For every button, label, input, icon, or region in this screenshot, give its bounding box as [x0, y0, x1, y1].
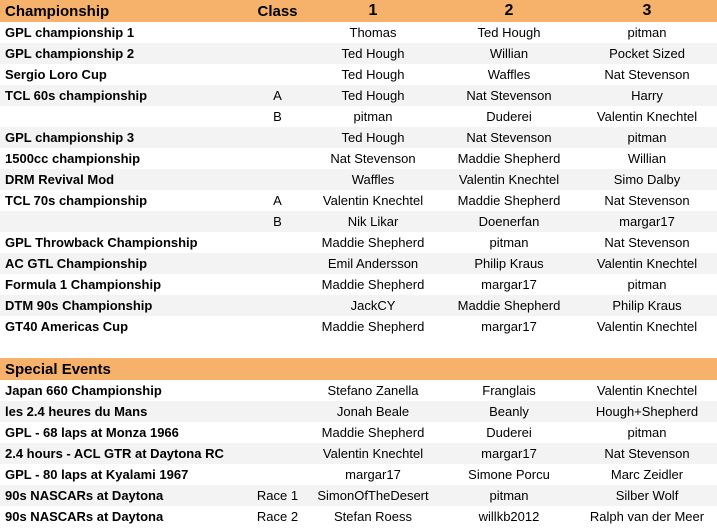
first-place-cell: Nik Likar: [305, 211, 441, 232]
class-cell: [250, 232, 305, 253]
table-row: [0, 253, 717, 274]
first-place-cell: pitman: [353, 109, 393, 124]
class-cell: [250, 464, 305, 485]
first-place-cell: Valentin Knechtel: [305, 443, 441, 464]
third-place-cell: Willian: [627, 151, 667, 166]
class-cell: [250, 316, 305, 337]
table-row: [0, 380, 717, 401]
first-place-cell: Maddie Shepherd: [321, 425, 425, 440]
first-place-cell: Ted Hough: [305, 43, 441, 64]
spacer-row: [0, 337, 717, 358]
first-place-cell: SimonOfTheDesert: [305, 485, 441, 506]
third-place-cell: Nat Stevenson: [604, 235, 690, 250]
event-name-cell: [0, 106, 250, 127]
second-place-cell: Maddie Shepherd: [457, 151, 561, 166]
event-name-cell: 2.4 hours - ACL GTR at Daytona RC: [0, 443, 250, 464]
first-place-cell: JackCY: [305, 295, 441, 316]
first-place-cell: Maddie Shepherd: [321, 319, 425, 334]
table-row: [0, 85, 717, 106]
second-place-cell: Valentin Knechtel: [441, 169, 577, 190]
first-place-cell: Ted Hough: [305, 127, 441, 148]
championship-header-row: [0, 0, 717, 22]
first-place-cell: margar17: [345, 467, 401, 482]
table-row: [0, 106, 717, 127]
event-name-cell: TCL 70s championship: [5, 193, 148, 208]
class-cell: [250, 401, 305, 422]
second-place-cell: Beanly: [441, 401, 577, 422]
table-row: [0, 127, 717, 148]
table-row: [0, 43, 717, 64]
third-place-cell: Nat Stevenson: [604, 67, 690, 82]
table-row: [0, 443, 717, 464]
class-cell: Race 1: [250, 485, 305, 506]
third-place-cell: pitman: [627, 425, 667, 440]
second-place-cell: margar17: [441, 443, 577, 464]
first-place-cell: Stefan Roess: [333, 509, 413, 524]
event-name-cell: GPL championship 3: [0, 127, 250, 148]
event-name-cell: AC GTL Championship: [0, 253, 250, 274]
first-place-column-header: 1: [305, 0, 441, 22]
table-row: [0, 64, 717, 85]
table-row: [0, 295, 717, 316]
table-row: [0, 148, 717, 169]
event-name-cell: 90s NASCARs at Daytona: [5, 509, 164, 524]
second-place-cell: margar17: [481, 277, 537, 292]
first-place-cell: Ted Hough: [341, 67, 405, 82]
second-place-cell: margar17: [481, 319, 537, 334]
championship-column-header: Championship: [0, 0, 250, 22]
table-row: [0, 169, 717, 190]
class-cell: Race 2: [256, 509, 299, 524]
event-name-cell: les 2.4 heures du Mans: [0, 401, 250, 422]
second-place-cell: Simone Porcu: [468, 467, 550, 482]
table-row: [0, 464, 717, 485]
event-name-cell: 90s NASCARs at Daytona: [0, 485, 250, 506]
class-cell: [250, 380, 305, 401]
second-place-cell: Nat Stevenson: [441, 127, 577, 148]
event-name-cell: GPL - 80 laps at Kyalami 1967: [5, 467, 189, 482]
third-place-cell: pitman: [627, 25, 667, 40]
class-cell: [250, 43, 305, 64]
second-place-cell: willkb2012: [478, 509, 540, 524]
class-cell: [250, 443, 305, 464]
event-name-cell: GPL Throwback Championship: [5, 235, 198, 250]
third-place-cell: Valentin Knechtel: [596, 383, 698, 398]
first-place-cell: Ted Hough: [305, 85, 441, 106]
first-place-cell: Thomas: [349, 25, 397, 40]
third-place-cell: Harry: [577, 85, 717, 106]
first-place-cell: Maddie Shepherd: [321, 277, 425, 292]
table-row: [0, 401, 717, 422]
first-place-cell: Valentin Knechtel: [322, 193, 424, 208]
first-place-cell: Jonah Beale: [305, 401, 441, 422]
third-place-cell: pitman: [627, 277, 667, 292]
table-row: [0, 211, 717, 232]
special-events-header: Special Events: [0, 358, 717, 380]
table-row: [0, 190, 717, 211]
event-name-cell: GPL championship 2: [0, 43, 250, 64]
class-cell: [250, 22, 305, 43]
second-place-cell: Ted Hough: [477, 25, 541, 40]
second-place-cell: Duderei: [486, 425, 532, 440]
table-row: [0, 422, 717, 443]
class-cell: [250, 274, 305, 295]
third-place-cell: Philip Kraus: [577, 295, 717, 316]
second-place-cell: Maddie Shepherd: [457, 193, 561, 208]
second-place-cell: Willian: [441, 43, 577, 64]
second-place-cell: pitman: [489, 235, 529, 250]
class-cell: A: [273, 193, 282, 208]
third-place-cell: Valentin Knechtel: [596, 109, 698, 124]
second-place-cell: Philip Kraus: [441, 253, 577, 274]
third-place-cell: Valentin Knechtel: [596, 319, 698, 334]
third-place-cell: Simo Dalby: [577, 169, 717, 190]
first-place-cell: Emil Andersson: [305, 253, 441, 274]
event-name-cell: TCL 60s championship: [0, 85, 250, 106]
second-place-cell: Duderei: [486, 109, 532, 124]
class-cell: [250, 148, 305, 169]
third-place-cell: margar17: [577, 211, 717, 232]
first-place-cell: Maddie Shepherd: [321, 235, 425, 250]
event-name-cell: Sergio Loro Cup: [5, 67, 107, 82]
table-row: [0, 506, 717, 527]
class-cell: B: [250, 211, 305, 232]
third-place-cell: Nat Stevenson: [577, 443, 717, 464]
table-row: [0, 485, 717, 506]
class-cell: [250, 127, 305, 148]
second-place-cell: Franglais: [482, 383, 536, 398]
second-place-cell: Waffles: [487, 67, 531, 82]
third-place-cell: Hough+Shepherd: [577, 401, 717, 422]
second-place-cell: Doenerfan: [441, 211, 577, 232]
third-place-cell: Marc Zeidler: [610, 467, 684, 482]
class-cell: [250, 64, 305, 85]
table-row: [0, 22, 717, 43]
third-place-cell: Nat Stevenson: [604, 193, 690, 208]
class-column-header: Class: [250, 0, 305, 22]
first-place-cell: Stefano Zanella: [327, 383, 419, 398]
event-name-cell: Formula 1 Championship: [5, 277, 162, 292]
third-place-cell: Valentin Knechtel: [577, 253, 717, 274]
table-row: [0, 232, 717, 253]
event-name-cell: Japan 660 Championship: [5, 383, 162, 398]
third-place-cell: pitman: [577, 127, 717, 148]
table-row: [0, 316, 717, 337]
event-name-cell: DRM Revival Mod: [0, 169, 250, 190]
class-cell: [250, 253, 305, 274]
third-place-column-header: 3: [577, 0, 717, 22]
table-row: [0, 274, 717, 295]
second-place-column-header: 2: [441, 0, 577, 22]
class-cell: [250, 169, 305, 190]
event-name-cell: 1500cc championship: [5, 151, 141, 166]
event-name-cell: GPL championship 1: [5, 25, 135, 40]
event-name-cell: GPL - 68 laps at Monza 1966: [5, 425, 179, 440]
third-place-cell: Ralph van der Meer: [589, 509, 705, 524]
third-place-cell: Silber Wolf: [577, 485, 717, 506]
second-place-cell: Nat Stevenson: [441, 85, 577, 106]
third-place-cell: Pocket Sized: [577, 43, 717, 64]
event-name-cell: GT40 Americas Cup: [5, 319, 129, 334]
second-place-cell: Maddie Shepherd: [441, 295, 577, 316]
event-name-cell: [0, 211, 250, 232]
event-name-cell: DTM 90s Championship: [0, 295, 250, 316]
first-place-cell: Waffles: [305, 169, 441, 190]
second-place-cell: pitman: [441, 485, 577, 506]
special-events-header-row: [0, 358, 717, 380]
class-cell: A: [250, 85, 305, 106]
class-cell: [250, 295, 305, 316]
class-cell: [250, 422, 305, 443]
first-place-cell: Nat Stevenson: [330, 151, 416, 166]
class-cell: B: [273, 109, 282, 124]
